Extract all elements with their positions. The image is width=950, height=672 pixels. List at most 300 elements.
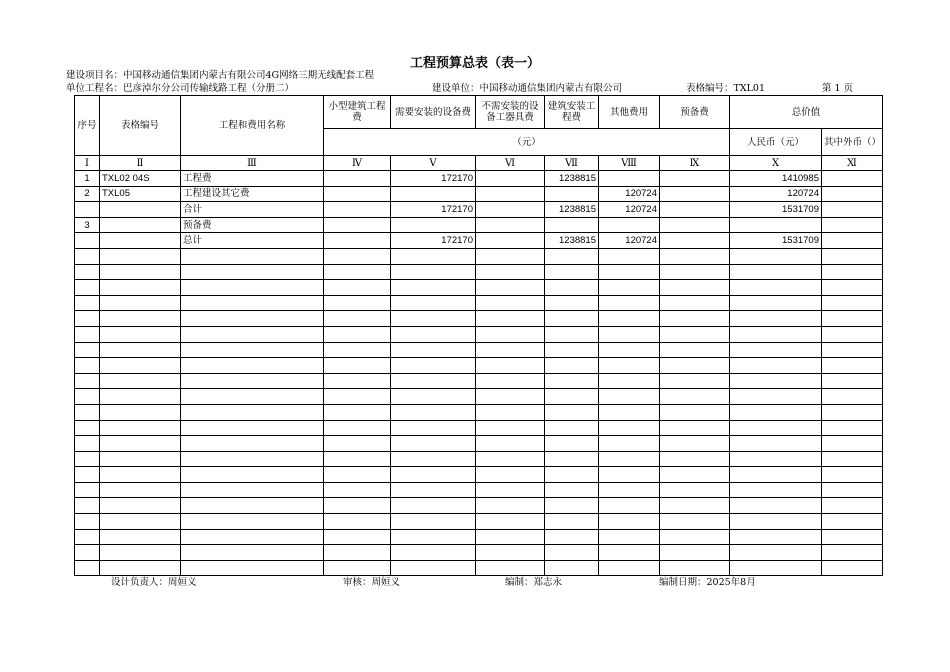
cell-small [324,420,391,436]
cell-seq [75,233,100,249]
cell-build [545,389,599,405]
cell-foreign [822,545,883,561]
cell-small [324,514,391,530]
cell-name [181,467,324,483]
header-rmb: 人民币（元） [730,129,822,156]
cell-build [545,451,599,467]
cell-other [599,560,660,576]
cell-name: 总计 [181,233,324,249]
designer-in-charge: 设计负责人：周姮义 [111,577,197,588]
cell-name: 预备费 [181,217,324,233]
cell-seq [75,326,100,342]
cell-install [391,186,476,202]
table-body [75,171,883,576]
table-row [75,389,883,405]
table-row [75,498,883,514]
project-name: 建设项目名：中国移动通信集团内蒙古有限公司4G网络三期无线配套工程 [66,70,375,81]
cell-build [545,186,599,202]
cell-seq [75,311,100,327]
cell-other [599,545,660,561]
cell-seq [75,404,100,420]
cell-other [599,404,660,420]
cell-name [181,545,324,561]
cell-install [391,529,476,545]
cell-reserve [660,217,730,233]
cell-build [545,311,599,327]
cell-name [181,529,324,545]
cell-install [391,217,476,233]
cell-build: 1238815 [545,202,599,218]
cell-small [324,373,391,389]
cell-code [100,529,181,545]
cell-code [100,326,181,342]
cell-small [324,342,391,358]
cell-small [324,248,391,264]
cell-reserve [660,358,730,374]
document-title: 工程预算总表（表一） [409,56,540,71]
cell-install [391,514,476,530]
header-small-building: 小型建筑工程费 [324,96,391,129]
cell-reserve [660,467,730,483]
header-seq: 序号 [75,96,100,156]
table-row [75,295,883,311]
table-row [75,420,883,436]
cell-foreign [822,217,883,233]
cell-rmb [730,248,822,264]
cell-noinstall [476,326,545,342]
cell-code [100,217,181,233]
cell-name [181,498,324,514]
cell-install [391,482,476,498]
cell-other [599,171,660,187]
cell-noinstall [476,233,545,249]
cell-other [599,514,660,530]
cell-other [599,326,660,342]
cell-noinstall [476,295,545,311]
cell-small [324,498,391,514]
cell-noinstall [476,373,545,389]
cell-other [599,295,660,311]
cell-name: 合计 [181,202,324,218]
cell-small [324,217,391,233]
cell-name [181,326,324,342]
cell-small [324,311,391,327]
roman-cell: Ⅱ [100,156,181,171]
header-building-install: 建筑安装工程费 [545,96,599,129]
compile-date: 编制日期：2025年8月 [659,577,756,588]
cell-seq: 2 [75,186,100,202]
roman-cell: Ⅷ [599,156,660,171]
table-row [75,326,883,342]
cell-code: TXL02 04S [100,171,181,187]
cell-rmb [730,295,822,311]
roman-cell: Ⅳ [324,156,391,171]
cell-build [545,514,599,530]
cell-reserve [660,264,730,280]
table-row [75,545,883,561]
table-row [75,529,883,545]
cell-seq [75,264,100,280]
cell-build [545,358,599,374]
cell-other [599,311,660,327]
roman-cell: Ⅺ [822,156,883,171]
cell-reserve [660,404,730,420]
cell-install [391,373,476,389]
cell-build [545,529,599,545]
cell-reserve [660,420,730,436]
header-row [75,96,883,129]
cell-small [324,467,391,483]
cell-noinstall [476,202,545,218]
cell-rmb [730,373,822,389]
cell-foreign [822,560,883,576]
header-item-name: 工程和费用名称 [181,96,324,156]
cell-other: 120724 [599,202,660,218]
roman-cell: Ⅴ [391,156,476,171]
cell-reserve [660,186,730,202]
cell-foreign [822,295,883,311]
cell-install [391,560,476,576]
cell-other [599,217,660,233]
cell-other [599,280,660,296]
cell-code [100,233,181,249]
cell-seq [75,514,100,530]
cell-foreign [822,233,883,249]
cell-rmb: 1531709 [730,233,822,249]
cell-foreign [822,498,883,514]
cell-rmb [730,342,822,358]
cell-small [324,451,391,467]
cell-build [545,373,599,389]
cell-name [181,482,324,498]
cell-small [324,529,391,545]
table-row [75,202,883,218]
cell-rmb [730,404,822,420]
cell-install [391,295,476,311]
cell-install [391,358,476,374]
cell-build: 1238815 [545,171,599,187]
cell-other [599,358,660,374]
cell-install [391,280,476,296]
cell-code [100,514,181,530]
cell-rmb [730,529,822,545]
cell-rmb: 120724 [730,186,822,202]
cell-build [545,342,599,358]
cell-install [391,248,476,264]
cell-rmb [730,420,822,436]
cell-install [391,264,476,280]
cell-noinstall [476,436,545,452]
cell-foreign [822,311,883,327]
table-row [75,233,883,249]
cell-foreign [822,420,883,436]
cell-foreign [822,373,883,389]
cell-small [324,171,391,187]
header-foreign-currency: 其中外币（） [822,129,883,156]
roman-cell: Ⅵ [476,156,545,171]
header-install-equipment: 需要安装的设备费 [391,96,476,129]
cell-noinstall [476,467,545,483]
cell-reserve [660,514,730,530]
roman-cell: Ⅶ [545,156,599,171]
cell-seq: 3 [75,217,100,233]
cell-reserve [660,295,730,311]
form-number: 表格编号：TXL01 [686,83,765,94]
cell-build [545,467,599,483]
cell-install [391,389,476,405]
cell-reserve [660,326,730,342]
cell-small [324,280,391,296]
cell-foreign [822,389,883,405]
cell-build [545,248,599,264]
cell-small [324,358,391,374]
table-row [75,373,883,389]
cell-reserve [660,389,730,405]
table-row [75,280,883,296]
cell-rmb [730,545,822,561]
cell-install [391,467,476,483]
cell-foreign [822,404,883,420]
cell-build [545,420,599,436]
cell-rmb [730,498,822,514]
cell-install [391,498,476,514]
cell-code [100,436,181,452]
cell-code [100,467,181,483]
cell-seq [75,529,100,545]
cell-noinstall [476,186,545,202]
cell-name [181,451,324,467]
cell-seq [75,560,100,576]
cell-name [181,560,324,576]
cell-install [391,545,476,561]
cell-reserve [660,482,730,498]
cell-seq [75,280,100,296]
table-row [75,482,883,498]
cell-other [599,436,660,452]
table-row [75,248,883,264]
cell-seq [75,451,100,467]
cell-foreign [822,467,883,483]
cell-seq [75,498,100,514]
cell-rmb [730,326,822,342]
cell-rmb [730,482,822,498]
cell-code [100,389,181,405]
cell-noinstall [476,482,545,498]
cell-small [324,295,391,311]
cell-code [100,248,181,264]
cell-seq [75,295,100,311]
cell-foreign [822,171,883,187]
cell-reserve [660,451,730,467]
cell-build [545,264,599,280]
cell-reserve [660,498,730,514]
cell-small [324,389,391,405]
cell-noinstall [476,217,545,233]
cell-name [181,311,324,327]
cell-rmb [730,280,822,296]
cell-reserve [660,373,730,389]
cell-code [100,482,181,498]
cell-foreign [822,358,883,374]
cell-seq [75,248,100,264]
cell-install [391,342,476,358]
table-row [75,514,883,530]
cell-seq [75,436,100,452]
cell-build [545,326,599,342]
cell-noinstall [476,248,545,264]
header-other-costs: 其他费用 [599,96,660,129]
cell-build [545,217,599,233]
cell-install [391,404,476,420]
cell-noinstall [476,342,545,358]
cell-noinstall [476,311,545,327]
cell-rmb [730,436,822,452]
table-row [75,217,883,233]
roman-cell: Ⅲ [181,156,324,171]
cell-install [391,326,476,342]
cell-install: 172170 [391,171,476,187]
compiler: 编制：郑志永 [505,577,563,588]
cell-reserve [660,202,730,218]
cell-seq [75,342,100,358]
cell-seq [75,202,100,218]
table-row [75,436,883,452]
cell-noinstall [476,545,545,561]
cell-other [599,389,660,405]
cell-code [100,420,181,436]
table-row [75,171,883,187]
cell-foreign [822,202,883,218]
cell-small [324,326,391,342]
cell-rmb [730,358,822,374]
table-row [75,311,883,327]
cell-name [181,295,324,311]
cell-code: TXL05 [100,186,181,202]
cell-other [599,420,660,436]
cell-small [324,186,391,202]
cell-rmb [730,389,822,405]
cell-seq [75,389,100,405]
cell-code [100,373,181,389]
cell-small [324,545,391,561]
cell-noinstall [476,529,545,545]
cell-foreign [822,514,883,530]
cell-rmb [730,217,822,233]
cell-code [100,280,181,296]
cell-build [545,545,599,561]
cell-seq [75,482,100,498]
cell-foreign [822,186,883,202]
cell-rmb: 1531709 [730,202,822,218]
cell-noinstall [476,514,545,530]
cell-build [545,280,599,296]
cell-name [181,420,324,436]
cell-code [100,451,181,467]
cell-rmb: 1410985 [730,171,822,187]
cell-name [181,342,324,358]
cell-rmb [730,451,822,467]
cell-seq [75,358,100,374]
cell-name: 工程费 [181,171,324,187]
cell-build: 1238815 [545,233,599,249]
cell-other [599,264,660,280]
cell-small [324,202,391,218]
cell-small [324,404,391,420]
cell-noinstall [476,358,545,374]
cell-foreign [822,280,883,296]
cell-foreign [822,529,883,545]
cell-name [181,404,324,420]
cell-install: 172170 [391,233,476,249]
table-row [75,404,883,420]
cell-foreign [822,264,883,280]
cell-code [100,311,181,327]
cell-rmb [730,264,822,280]
reviewer: 审核：周姮义 [343,577,401,588]
cell-other: 120724 [599,186,660,202]
cell-build [545,436,599,452]
cell-other [599,451,660,467]
cell-noinstall [476,389,545,405]
cell-noinstall [476,280,545,296]
cell-foreign [822,326,883,342]
cell-build [545,498,599,514]
cell-build [545,482,599,498]
header-form-code: 表格编号 [100,96,181,156]
cell-name [181,389,324,405]
cell-noinstall [476,404,545,420]
roman-cell: Ⅰ [75,156,100,171]
cell-install [391,451,476,467]
cell-other [599,529,660,545]
cell-foreign [822,482,883,498]
cell-other: 120724 [599,233,660,249]
cell-seq [75,420,100,436]
cell-code [100,295,181,311]
cell-build [545,404,599,420]
cell-code [100,342,181,358]
cell-name [181,248,324,264]
cell-small [324,264,391,280]
cell-reserve [660,280,730,296]
cell-code [100,498,181,514]
header-noinstall-equipment: 不需安装的设备工器具费 [476,96,545,129]
cell-reserve [660,342,730,358]
table-row [75,264,883,280]
cell-small [324,233,391,249]
cell-seq: 1 [75,171,100,187]
cell-rmb [730,311,822,327]
cell-code [100,404,181,420]
cell-seq [75,373,100,389]
cell-rmb [730,514,822,530]
cell-reserve [660,311,730,327]
header-reserve: 预备费 [660,96,730,129]
cell-foreign [822,248,883,264]
cell-name [181,373,324,389]
roman-cell: Ⅸ [660,156,730,171]
table-row [75,186,883,202]
cell-reserve [660,436,730,452]
roman-numeral-row [75,156,883,171]
cell-other [599,342,660,358]
cell-foreign [822,451,883,467]
unit-project-name: 单位工程名：巴彦淖尔分公司传输线路工程（分册二） [66,83,295,94]
cell-reserve [660,233,730,249]
table-row [75,358,883,374]
cell-install [391,436,476,452]
table-row [75,451,883,467]
